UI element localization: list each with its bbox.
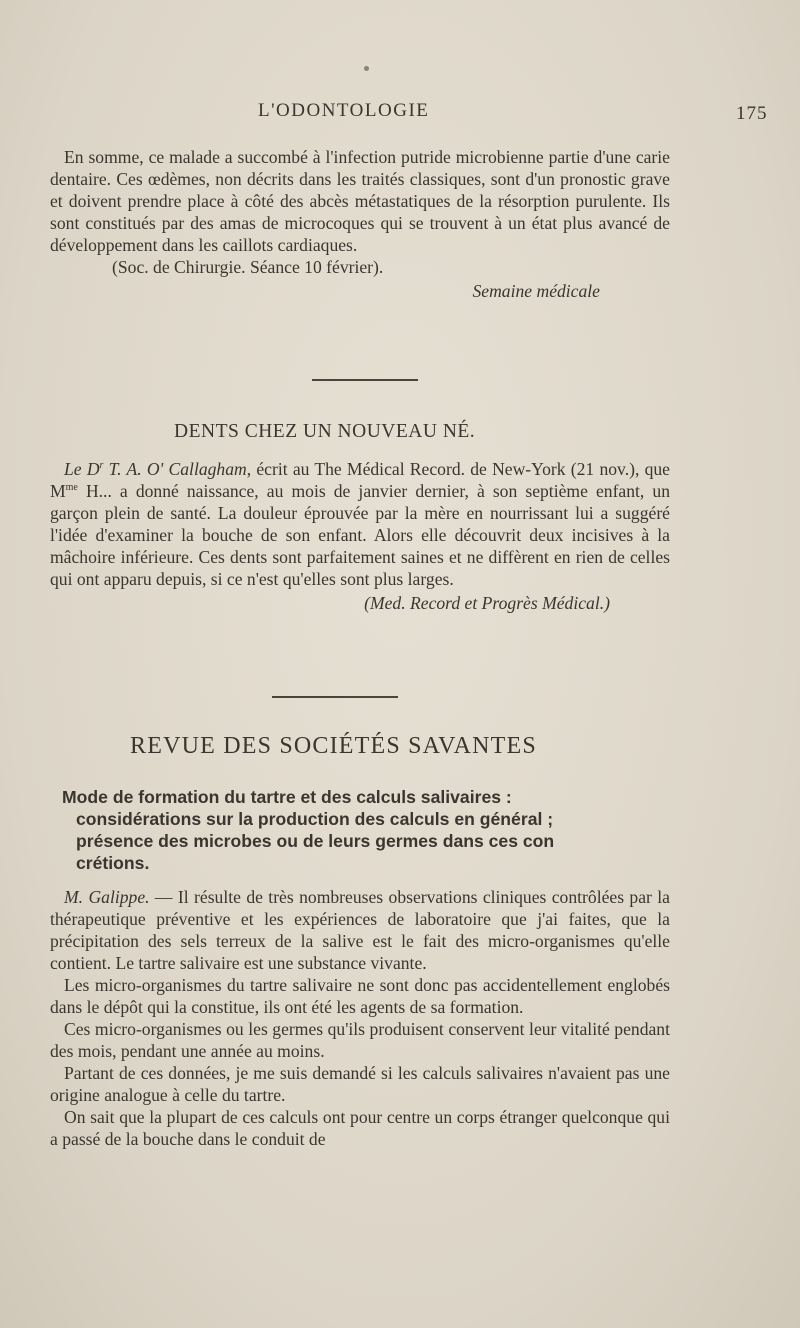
author-prefix: Le D (64, 459, 100, 479)
paragraph-galippe-4: Partant de ces données, je me suis demandé si les calculs salivaires n'avaient pas une origine analogue à celle du tartre. (50, 1063, 670, 1105)
paragraph-galippe-2: Les micro-organismes du tartre salivaire ne sont donc pas accidentellement englobés dans le dépôt qui la constitue, ils ont été les agents de sa formation. (50, 975, 670, 1017)
subtitle-line: considérations sur la production des calculs en général ; (76, 809, 554, 829)
author-name: T. A. O' Callagham (108, 459, 247, 479)
mme-sup: me (65, 482, 78, 494)
subtitle-line: Mode de formation du tartre et des calculs salivaires : (62, 787, 512, 807)
paragraph-galippe-1 (50, 886, 670, 974)
section-galippe (50, 886, 670, 1150)
subtitle-line: présence des microbes ou de leurs germes dans ces con (76, 831, 555, 851)
page-number: 175 (736, 103, 768, 124)
paragraph-dents-a: , écrit au The Médical Record. de New-York (21 nov.), que M (50, 459, 670, 501)
section-title-dents: DENTS CHEZ UN NOUVEAU NÉ. (174, 421, 476, 442)
section-dents (50, 458, 670, 616)
separator-rule (272, 696, 398, 698)
paragraph-dents (50, 458, 670, 590)
paragraph-galippe-5: On sait que la plupart de ces calculs ont pour centre un corps étranger quelconque qui a passé de la bouche dans le conduit de (50, 1107, 670, 1149)
ink-dot (364, 66, 369, 71)
paragraph-galippe-3: Ces micro-organismes ou les germes qu'ils produisent conservent leur vitalité pendant des mois, pendant une année au moins. (50, 1019, 670, 1061)
speaker-name: M. Galippe. (64, 887, 150, 907)
journal-source: Semaine médicale (472, 281, 600, 301)
dents-source: (Med. Record et Progrès Médical.) (364, 593, 610, 613)
subtitle-line: crétions. (76, 853, 150, 873)
separator-ornament (312, 379, 418, 381)
section-infection (50, 146, 670, 304)
article-subtitle (62, 786, 672, 874)
section-title-revue: REVUE DES SOCIÉTÉS SAVANTES (130, 733, 537, 759)
paragraph-infection: En somme, ce malade a succombé à l'infection putride microbienne partie d'une carie dentaire. Ces œdèmes, non décrits dans les traités classiques, sont d'un pronostic grave et doivent prendre place à côté des abcès métastatiques de la résorption purulente. Ils sont constitués par des amas de microcoques qui se trouvent à un état plus avancé de développement dans les caillots cardiaques. (50, 147, 670, 255)
author-sup: r (99, 460, 104, 472)
paragraph-dents-b: H... a donné naissance, au mois de janvier dernier, à son septième enfant, un garçon plein de santé. La douleur éprouvée par la mère en nourrissant lui a suggéré l'idée d'examiner la bouche de son enfant. Alors elle découvrit deux incisives à la mâchoire inférieure. Ces dents sont parfaitement saines et ne diffèrent en rien de celles qui ont apparu depuis, si ce n'est qu'elles sont plus larges. (50, 481, 670, 589)
seance-reference: (Soc. de Chirurgie. Séance 10 février). (112, 257, 384, 277)
paragraph-galippe-1-text: — Il résulte de très nombreuses observations cliniques contrôlées par la thérapeutique préventive et les expériences de laboratoire que j'ai faites, que la précipitation des sels terreux de la salive est le fait des micro-organismes qu'elle contient. Le tartre salivaire est une substance vivante. (50, 887, 670, 973)
running-head: L'ODONTOLOGIE (258, 100, 430, 121)
